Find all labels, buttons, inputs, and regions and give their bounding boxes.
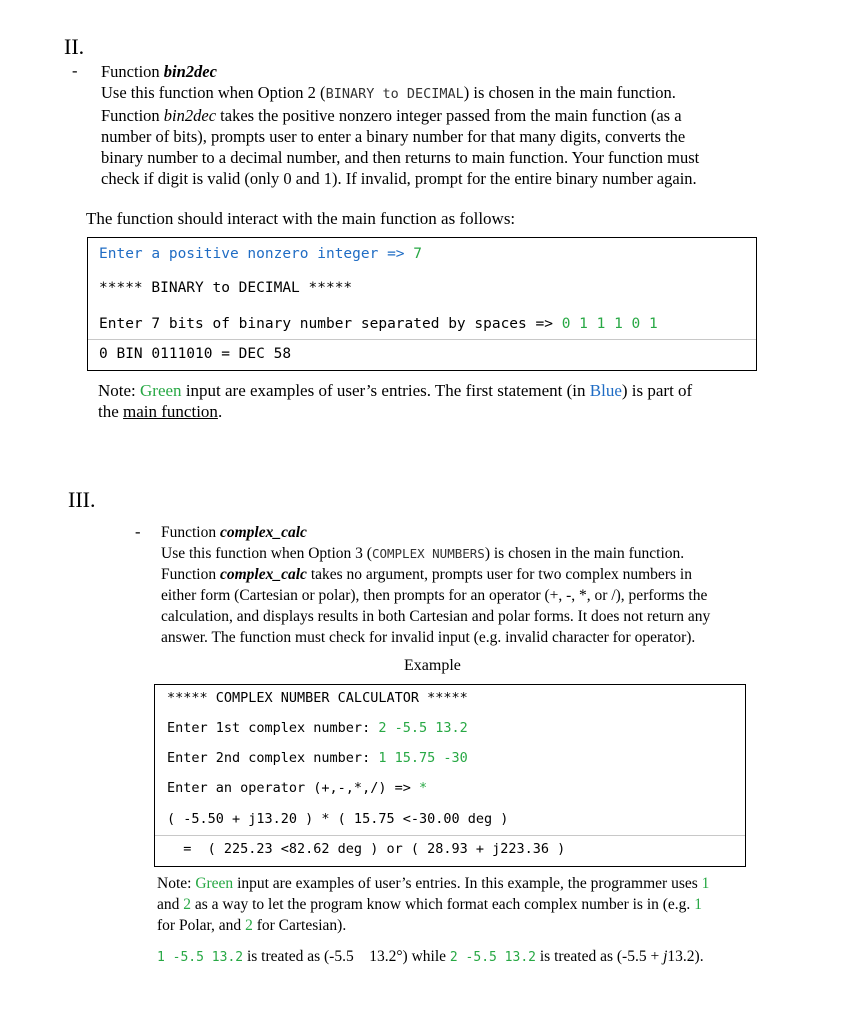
- section-3-note-line-2: and 2 as a way to let the program know which format each complex number is in (e.g. 1: [157, 896, 702, 913]
- section-2-desc-line-4: binary number to a decimal number, and then returns to main function. Your function must: [101, 148, 700, 167]
- section-3-numeral: III.: [68, 487, 96, 512]
- section-2-bullet: -: [72, 61, 78, 80]
- final-code-cartesian: 2 -5.5 13.2: [449, 950, 536, 965]
- section-2-desc-line-1: Use this function when Option 2 (BINARY to DECIMAL) is chosen in the main function.: [101, 83, 676, 102]
- section-2-note-line-1: Note: Green input are examples of user’s entries. The first statement (in Blue) is part of: [98, 381, 693, 400]
- section-3-desc-line-1: Use this function when Option 3 (COMPLEX NUMBERS) is chosen in the main function.: [161, 545, 685, 562]
- section-2-code-box: [87, 237, 757, 371]
- code-line-4: 0 BIN 0111010 = DEC 58: [99, 346, 292, 362]
- code-divider: [88, 339, 756, 340]
- code-line-4: Enter an operator (+,-,*,/) => *: [167, 780, 428, 796]
- code-divider: [155, 835, 745, 836]
- example-label: Example: [404, 657, 461, 674]
- section-2-desc-line-2: Function bin2dec takes the positive nonzero integer passed from the main function (as a: [101, 106, 682, 125]
- section-3-desc-line-3: either form (Cartesian or polar), then prompts for an operator (+, -, *, or /), performs the: [161, 587, 708, 604]
- section-2-note-line-2: the main function.: [98, 402, 223, 421]
- section-2-heading: Function bin2dec: [101, 62, 217, 81]
- code-line-3: Enter 2nd complex number: 1 15.75 -30: [167, 750, 468, 766]
- section-3-final-line: 1 -5.5 13.2 is treated as (-5.5 13.2°) while 2 -5.5 13.2 is treated as (-5.5 + j13.2).: [157, 948, 704, 965]
- code-line-5: ( -5.50 + j13.20 ) * ( 15.75 <-30.00 deg ): [167, 811, 509, 827]
- code-line-1: ***** COMPLEX NUMBER CALCULATOR *****: [167, 690, 468, 706]
- code-line-3: Enter 7 bits of binary number separated by spaces => 0 1 1 1 0 1: [99, 316, 658, 332]
- section-3-desc-line-2: Function complex_calc takes no argument, prompts user for two complex numbers in: [161, 566, 692, 583]
- code-line-1: Enter a positive nonzero integer => 7: [99, 246, 423, 262]
- section-3-code-box: [154, 684, 746, 867]
- section-2-desc-line-3: number of bits), prompts user to enter a binary number for that many digits, converts the: [101, 127, 686, 146]
- section-2-numeral: II.: [64, 34, 85, 59]
- section-2-description: [101, 61, 821, 189]
- section-3-note-line-1: Note: Green input are examples of user’s entries. In this example, the programmer uses 1: [157, 875, 710, 892]
- code-line-2: Enter 1st complex number: 2 -5.5 13.2: [167, 720, 468, 736]
- section-3-desc-line-4: calculation, and displays results in both Cartesian and polar forms. It does not return any: [161, 608, 711, 625]
- section-3-note: [157, 873, 797, 936]
- section-3-bullet: -: [135, 522, 141, 541]
- code-line-6: = ( 225.23 <82.62 deg ) or ( 28.93 + j223.36 ): [167, 841, 566, 857]
- section-3-desc-line-5: answer. The function must check for invalid input (e.g. invalid character for operator).: [161, 629, 696, 646]
- code-line-2: ***** BINARY to DECIMAL *****: [99, 280, 353, 296]
- section-3-description: [161, 522, 821, 648]
- section-2-note: [98, 380, 778, 422]
- section-3-note-line-3: for Polar, and 2 for Cartesian).: [157, 917, 347, 934]
- section-2-interact-text: The function should interact with the main function as follows:: [86, 209, 516, 228]
- final-code-polar: 1 -5.5 13.2: [157, 950, 244, 965]
- section-3-heading: Function complex_calc: [161, 524, 307, 541]
- section-2-desc-line-5: check if digit is valid (only 0 and 1). If invalid, prompt for the entire binary number again.: [101, 169, 697, 188]
